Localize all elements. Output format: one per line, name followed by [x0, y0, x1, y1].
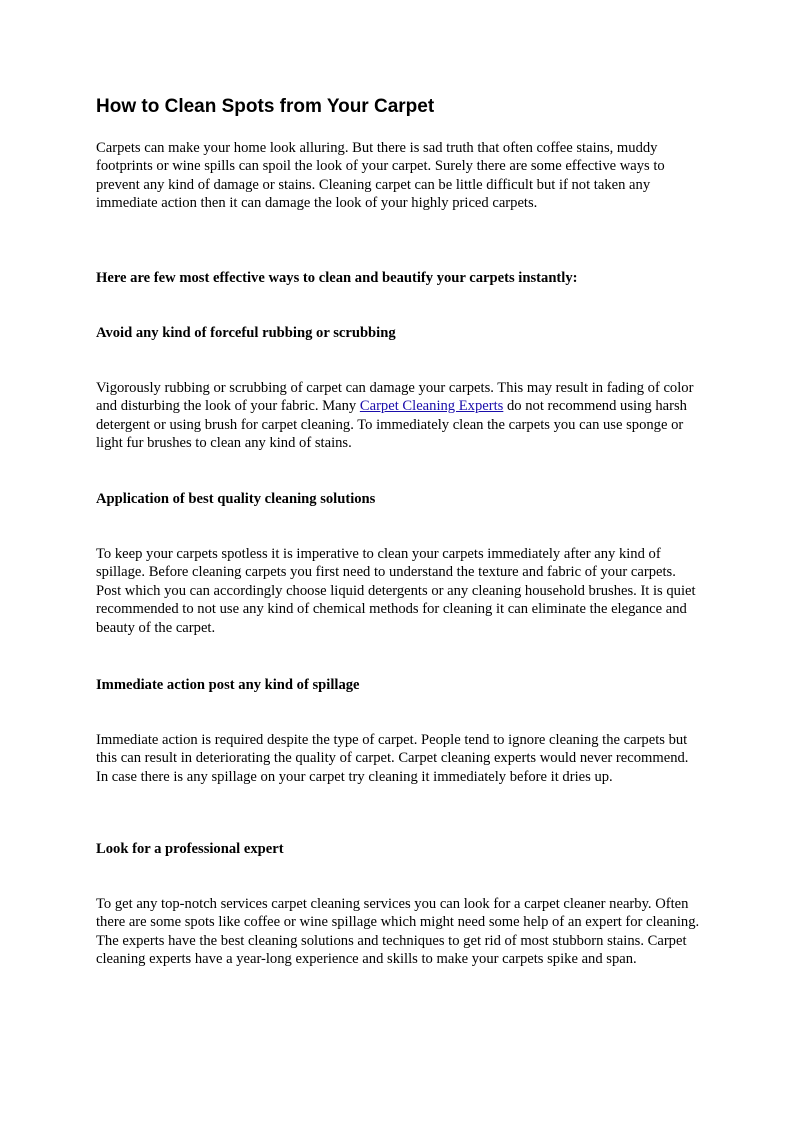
intro-paragraph: Carpets can make your home look alluring. But there is sad truth that often coffee stains, muddy footprints or wine spills can spoil the look of your carpet. Surely there are some effective ways to prevent any kind of damage or stains. Cleaning carpet can be little difficult but if not taken any immediate action then it can damage the look of your highly priced carpets.: [96, 140, 665, 212]
section-heading-professional-expert: Look for a professional expert: [96, 841, 284, 857]
page-title: How to Clean Spots from Your Carpet: [96, 96, 435, 117]
section-body-professional-expert: To get any top-notch services carpet cleaning services you can look for a carpet cleaner nearby. Often there are some spots like coffee or wine spillage which might need some help of an expert for cleaning. The experts have the best cleaning solutions and techniques to get rid of most stubborn stains. Carpet cleaning experts have a year-long experience and skills to make your carpets spike and span.: [96, 896, 700, 968]
section-body-avoid-rubbing: [96, 379, 702, 453]
section-body-cleaning-solutions: To keep your carpets spotless it is imperative to clean your carpets immediately after any kind of spillage. Before cleaning carpets you first need to understand the texture and fabric of your carpets. Post which you can accordingly choose liquid detergents or any cleaning household brushes. It is quiet recommended to not use any kind of chemical methods for cleaning it can eliminate the elegance and beauty of the carpet.: [96, 546, 696, 636]
section-body-text-end: do not recommend using harsh detergent or using brush for carpet cleaning. To immediately clean the carpets you can use sponge or light fur brushes to clean any kind of stains.: [96, 398, 687, 452]
section-heading-avoid-rubbing: Avoid any kind of forceful rubbing or scrubbing: [96, 325, 396, 341]
section-heading-cleaning-solutions: Application of best quality cleaning solutions: [96, 491, 376, 507]
carpet-cleaning-experts-link[interactable]: Carpet Cleaning Experts: [359, 398, 504, 415]
section-body-text-start: Vigorously rubbing or scrubbing of carpet can damage your carpets. This may result in fading of color and disturbing the look of your fabric. Many: [96, 380, 694, 415]
section-heading-immediate-action: Immediate action post any kind of spillage: [96, 677, 360, 693]
lead-heading: Here are few most effective ways to clean and beautify your carpets instantly:: [96, 270, 578, 286]
section-body-immediate-action: Immediate action is required despite the type of carpet. People tend to ignore cleaning the carpets but this can result in deteriorating the quality of carpet. Carpet cleaning experts would never recommend. In case there is any spillage on your carpet try cleaning it immediately before it dries up.: [96, 732, 689, 785]
